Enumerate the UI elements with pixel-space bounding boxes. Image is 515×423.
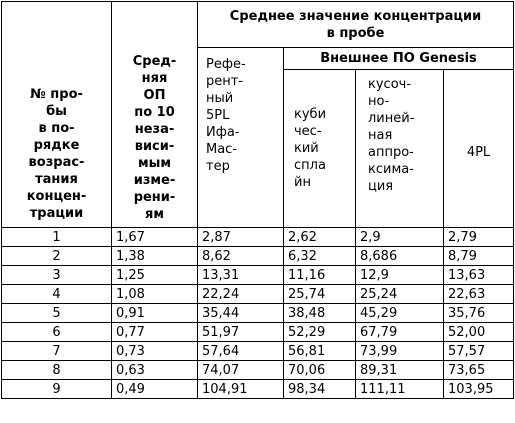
cell-mean-od: 1,67 bbox=[112, 228, 198, 247]
cell-reference-5pl: 51,97 bbox=[198, 323, 284, 342]
cell-mean-od: 0,73 bbox=[112, 342, 198, 361]
concentration-table bbox=[1, 1, 514, 399]
cell-probe-number: 2 bbox=[2, 247, 112, 266]
table-row bbox=[2, 304, 514, 323]
cell-reference-5pl: 57,64 bbox=[198, 342, 284, 361]
table-row bbox=[2, 380, 514, 399]
cell-cubic-spline: 6,32 bbox=[284, 247, 356, 266]
cell-piecewise-linear: 111,11 bbox=[356, 380, 444, 399]
cell-probe-number: 8 bbox=[2, 361, 112, 380]
table-row bbox=[2, 342, 514, 361]
cell-4pl: 103,95 bbox=[444, 380, 514, 399]
header-4pl: 4PL bbox=[444, 70, 514, 228]
cell-piecewise-linear: 25,24 bbox=[356, 285, 444, 304]
cell-reference-5pl: 13,31 bbox=[198, 266, 284, 285]
table-row bbox=[2, 266, 514, 285]
cell-4pl: 73,65 bbox=[444, 361, 514, 380]
cell-mean-od: 1,25 bbox=[112, 266, 198, 285]
cell-4pl: 22,63 bbox=[444, 285, 514, 304]
cell-mean-od: 1,38 bbox=[112, 247, 198, 266]
cell-4pl: 2,79 bbox=[444, 228, 514, 247]
header-probe-number: № про- бы в по- рядке возрас- тания концен- трации bbox=[2, 2, 112, 228]
cell-mean-od: 0,77 bbox=[112, 323, 198, 342]
cell-cubic-spline: 25,74 bbox=[284, 285, 356, 304]
cell-cubic-spline: 56,81 bbox=[284, 342, 356, 361]
table-row bbox=[2, 228, 514, 247]
header-cubic-spline: куби чес- кий спла йн bbox=[284, 70, 356, 228]
cell-piecewise-linear: 8,686 bbox=[356, 247, 444, 266]
cell-piecewise-linear: 2,9 bbox=[356, 228, 444, 247]
header-external-genesis: Внешнее ПО Genesis bbox=[284, 48, 514, 70]
cell-mean-od: 1,08 bbox=[112, 285, 198, 304]
cell-reference-5pl: 8,62 bbox=[198, 247, 284, 266]
cell-probe-number: 9 bbox=[2, 380, 112, 399]
cell-4pl: 13,63 bbox=[444, 266, 514, 285]
cell-piecewise-linear: 67,79 bbox=[356, 323, 444, 342]
header-reference-5pl: Рефе- рент- ный 5PL Ифа- Мас- тер bbox=[198, 48, 284, 228]
cell-reference-5pl: 35,44 bbox=[198, 304, 284, 323]
table-row bbox=[2, 285, 514, 304]
cell-cubic-spline: 52,29 bbox=[284, 323, 356, 342]
header-mean-concentration: Среднее значение концентрации в пробе bbox=[198, 2, 514, 48]
cell-reference-5pl: 2,87 bbox=[198, 228, 284, 247]
cell-cubic-spline: 98,34 bbox=[284, 380, 356, 399]
cell-4pl: 57,57 bbox=[444, 342, 514, 361]
cell-probe-number: 6 bbox=[2, 323, 112, 342]
cell-probe-number: 3 bbox=[2, 266, 112, 285]
cell-4pl: 35,76 bbox=[444, 304, 514, 323]
cell-probe-number: 1 bbox=[2, 228, 112, 247]
cell-mean-od: 0,63 bbox=[112, 361, 198, 380]
cell-probe-number: 4 bbox=[2, 285, 112, 304]
cell-piecewise-linear: 73,99 bbox=[356, 342, 444, 361]
table-body bbox=[2, 228, 514, 399]
cell-piecewise-linear: 12,9 bbox=[356, 266, 444, 285]
cell-reference-5pl: 74,07 bbox=[198, 361, 284, 380]
cell-probe-number: 7 bbox=[2, 342, 112, 361]
cell-mean-od: 0,91 bbox=[112, 304, 198, 323]
cell-piecewise-linear: 45,29 bbox=[356, 304, 444, 323]
cell-reference-5pl: 104,91 bbox=[198, 380, 284, 399]
cell-probe-number: 5 bbox=[2, 304, 112, 323]
cell-mean-od: 0,49 bbox=[112, 380, 198, 399]
cell-4pl: 8,79 bbox=[444, 247, 514, 266]
table-row bbox=[2, 323, 514, 342]
cell-cubic-spline: 2,62 bbox=[284, 228, 356, 247]
table-row bbox=[2, 361, 514, 380]
cell-4pl: 52,00 bbox=[444, 323, 514, 342]
header-piecewise-linear: кусоч- но- линей- ная аппро- ксима- ция bbox=[356, 70, 444, 228]
cell-reference-5pl: 22,24 bbox=[198, 285, 284, 304]
table-row bbox=[2, 247, 514, 266]
header-mean-od: Сред- няя ОП по 10 неза- виси- мым изме- рени- ям bbox=[112, 2, 198, 228]
cell-cubic-spline: 11,16 bbox=[284, 266, 356, 285]
cell-cubic-spline: 38,48 bbox=[284, 304, 356, 323]
cell-piecewise-linear: 89,31 bbox=[356, 361, 444, 380]
cell-cubic-spline: 70,06 bbox=[284, 361, 356, 380]
